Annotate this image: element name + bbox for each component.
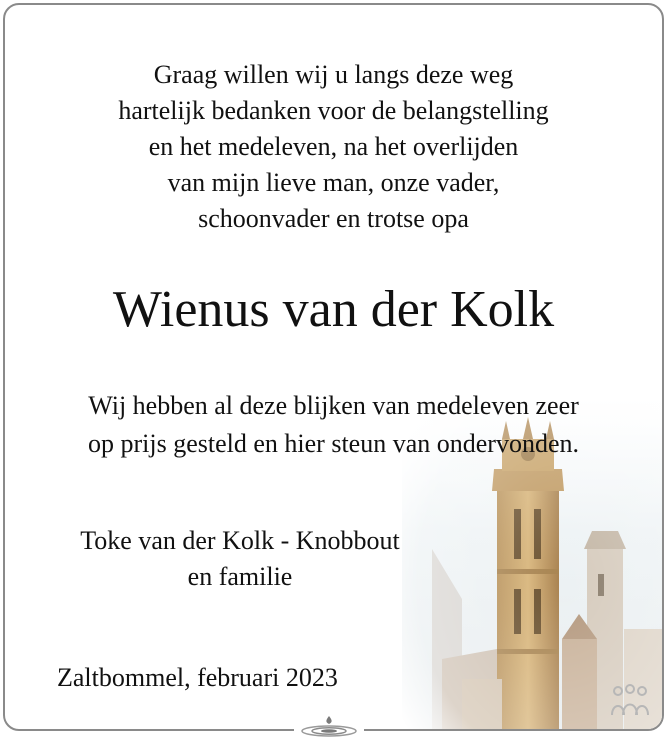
intro-line: en het medeleven, na het overlijden: [148, 132, 519, 161]
intro-line: Graag willen wij u langs deze weg: [153, 60, 514, 89]
family-group-icon: [608, 683, 652, 717]
thanks-line: Wij hebben al deze blijken van medeleven zeer: [88, 391, 579, 420]
place-date: Zaltbommel, februari 2023: [57, 663, 338, 692]
signer-line: Toke van der Kolk - Knobbout: [80, 526, 400, 555]
obituary-card: [3, 3, 664, 731]
signers: [5, 523, 475, 595]
intro-line: schoonvader en trotse opa: [198, 204, 469, 233]
thanks-line: op prijs gesteld en hier steun van ondervonden.: [88, 429, 579, 458]
intro-text: [5, 57, 662, 237]
intro-line: hartelijk bedanken voor de belangstelling: [118, 96, 549, 125]
intro-line: van mijn lieve man, onze vader,: [167, 168, 500, 197]
water-drop-ripple-icon: [294, 714, 364, 738]
deceased-name: Wienus van der Kolk: [112, 281, 555, 338]
signer-line: en familie: [187, 562, 293, 591]
thanks-text: [5, 387, 662, 463]
